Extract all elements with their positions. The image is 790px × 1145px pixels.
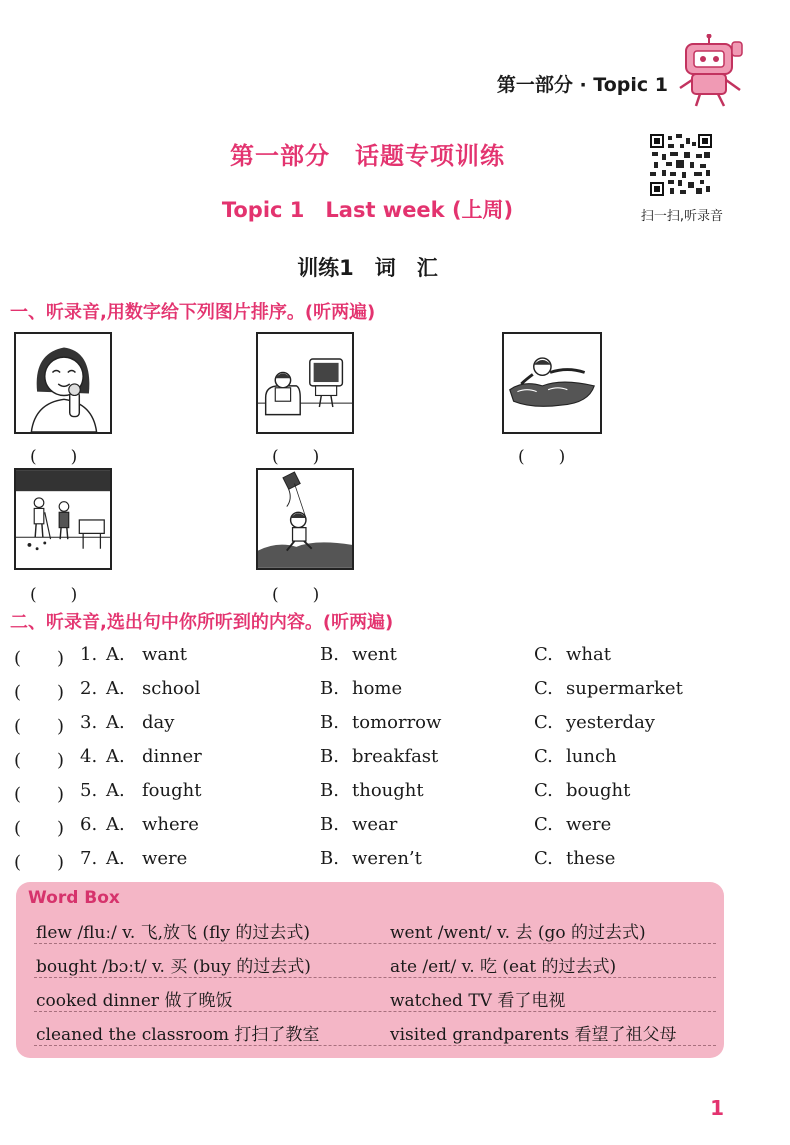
option-c-label: C. [534,848,553,869]
lesson-title: 训练1 词 汇 [297,256,438,280]
option-c-label: C. [534,746,553,767]
answer-bracket[interactable]: ( ) [14,852,65,873]
option-c[interactable]: these [566,848,616,869]
picture-4-answer[interactable]: ( ) [30,585,78,605]
option-b[interactable]: wear [352,814,398,835]
option-b[interactable]: breakfast [352,746,439,767]
option-b-label: B. [320,848,339,869]
option-a[interactable]: were [142,848,188,869]
qr-caption: 扫一扫,听录音 [640,209,724,224]
section-1-title: 一、听录音,用数字给下列图片排序。(听两遍) [10,302,376,323]
question-number: 7. [80,848,98,869]
option-a-label: A. [106,746,125,767]
word-box-title: Word Box [28,888,120,908]
question-number: 5. [80,780,98,801]
option-b[interactable]: home [352,678,403,699]
answer-bracket[interactable]: ( ) [14,648,65,669]
topic-title: Topic 1 Last week (上周) [221,198,514,222]
option-a-label: A. [106,712,125,733]
picture-5-answer[interactable]: ( ) [272,585,320,605]
answer-bracket[interactable]: ( ) [14,784,65,805]
option-b-label: B. [320,678,339,699]
option-c[interactable]: bought [566,780,631,801]
option-c[interactable]: what [566,644,611,665]
divider [34,977,716,979]
option-a-label: A. [106,644,125,665]
divider [34,1045,716,1047]
answer-bracket[interactable]: ( ) [14,750,65,771]
option-b[interactable]: weren’t [352,848,422,869]
option-a-label: A. [106,848,125,869]
word-box-item: cooked dinner 做了晚饭 [36,991,233,1011]
word-box-item: visited grandparents 看望了祖父母 [390,1025,677,1045]
option-c-label: C. [534,712,553,733]
word-box-item: bought /bɔːt/ v. 买 (buy 的过去式) [36,957,311,977]
picture-flying-kite [256,468,354,570]
option-c-label: C. [534,678,553,699]
option-b[interactable]: tomorrow [352,712,442,733]
option-b-label: B. [320,780,339,801]
option-b-label: B. [320,814,339,835]
picture-2-answer[interactable]: ( ) [272,447,320,467]
option-a[interactable]: dinner [142,746,202,767]
picture-1-answer[interactable]: ( ) [30,447,78,467]
option-b-label: B. [320,644,339,665]
question-number: 3. [80,712,98,733]
word-box-item: ate /eɪt/ v. 吃 (eat 的过去式) [390,957,617,977]
divider [34,943,716,945]
picture-girl-eating [14,332,112,434]
answer-bracket[interactable]: ( ) [14,682,65,703]
question-row [14,780,714,810]
qr-code-icon[interactable] [650,134,712,196]
picture-watching-tv [256,332,354,434]
question-row [14,848,714,878]
divider [34,1011,716,1013]
robot-mascot-icon [672,34,750,108]
option-a-label: A. [106,678,125,699]
question-number: 4. [80,746,98,767]
question-row [14,746,714,776]
option-b-label: B. [320,746,339,767]
question-row [14,814,714,844]
page-number: 1 [710,1096,724,1120]
option-a-label: A. [106,814,125,835]
question-row [14,678,714,708]
section-2-title: 二、听录音,选出句中你所听到的内容。(听两遍) [10,612,394,633]
option-a-label: A. [106,780,125,801]
question-number: 6. [80,814,98,835]
option-a[interactable]: fought [142,780,202,801]
option-c[interactable]: were [566,814,612,835]
picture-swimming [502,332,602,434]
word-box-item: cleaned the classroom 打扫了教室 [36,1025,320,1045]
option-c-label: C. [534,644,553,665]
option-a[interactable]: want [142,644,187,665]
word-box-item: flew /fluː/ v. 飞,放飞 (fly 的过去式) [36,923,311,943]
picture-cleaning-classroom [14,468,112,570]
option-c[interactable]: lunch [566,746,617,767]
picture-3-answer[interactable]: ( ) [518,447,566,467]
option-c[interactable]: supermarket [566,678,683,699]
option-b[interactable]: thought [352,780,424,801]
word-box-item: watched TV 看了电视 [390,991,566,1011]
option-a[interactable]: day [142,712,175,733]
question-row [14,712,714,742]
option-a[interactable]: where [142,814,199,835]
option-c-label: C. [534,780,553,801]
option-a[interactable]: school [142,678,201,699]
option-b-label: B. [320,712,339,733]
option-c[interactable]: yesterday [566,712,655,733]
part-title: 第一部分 话题专项训练 [230,141,505,170]
word-box-item: went /went/ v. 去 (go 的过去式) [390,923,646,943]
running-head: 第一部分 · Topic 1 [496,74,668,96]
answer-bracket[interactable]: ( ) [14,818,65,839]
question-number: 1. [80,644,98,665]
question-row [14,644,714,674]
option-b[interactable]: went [352,644,397,665]
option-c-label: C. [534,814,553,835]
question-number: 2. [80,678,98,699]
answer-bracket[interactable]: ( ) [14,716,65,737]
